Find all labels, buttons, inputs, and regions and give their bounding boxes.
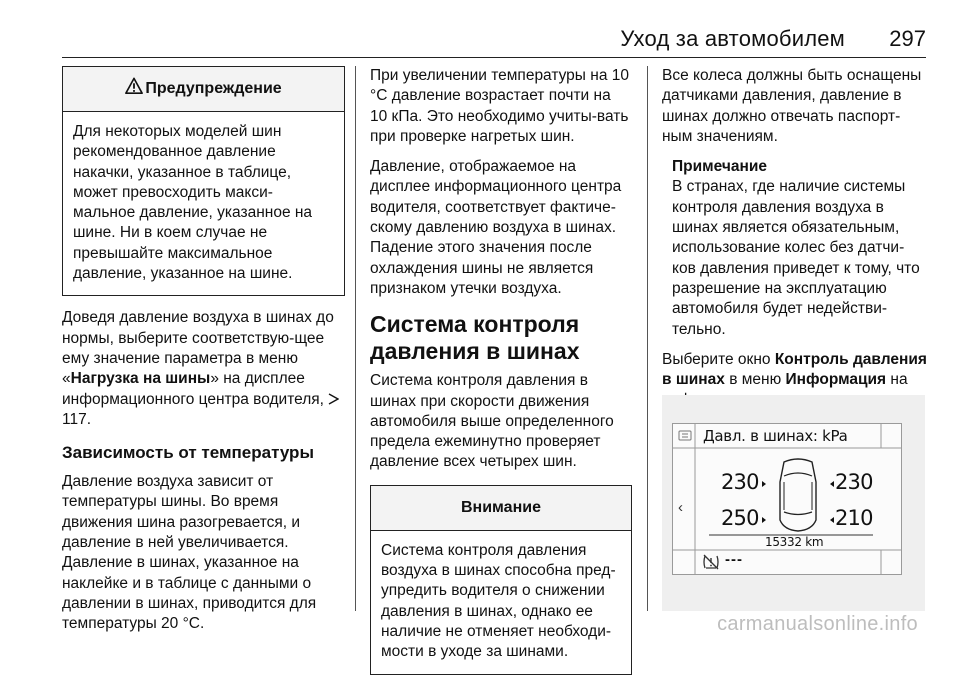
text-fragment: Доведя давление воздуха в шинах до нормы, выберите соответствую-щее ему значение параметра в меню « (62, 309, 334, 388)
display-pressure-paragraph: Давление, отображаемое на дисплее информационного центра водителя, соответствует фактиче-скому давлению воздуха в шинах. Падение этого значения после охлаждения шины не является признаком утечки воздуха. (370, 158, 622, 297)
odometer-readout: 15332 km (765, 535, 824, 549)
rear-left-pressure: 250 (721, 506, 759, 530)
column-2 (370, 66, 632, 675)
header-title: Уход за автомобилем (620, 26, 845, 51)
attention-body: Система контроля давления воздуха в шинах способна пред-упредить водителя о снижении давления в шинах, однако ее наличие не отменяет необходи-мости в уходе за шинами. (381, 541, 616, 661)
tpms-paragraph: Система контроля давления в шинах при скорости движения автомобиля выше определенного предела ежеминутно проверяет давление всех четырех шин. (370, 372, 614, 471)
tpms-status: --- (725, 551, 743, 568)
column-divider (355, 66, 356, 611)
front-left-pressure: 230 (721, 470, 759, 494)
text-fragment: Выберите окно (662, 350, 775, 368)
display-graphic (673, 424, 901, 574)
attention-header: Внимание (371, 486, 631, 531)
attention-box (370, 485, 632, 675)
temp-increase-paragraph: При увеличении температуры на 10 °С давление возрастает почти на 10 кПа. Это необходимо учиты-вать при проверке нагретых шин. (370, 67, 629, 145)
display-title: Давл. в шинах: kPa (703, 427, 848, 445)
tpms-heading: Система контроля давления в шинах (370, 311, 580, 365)
menu-icon[interactable] (675, 428, 697, 444)
column-1 (62, 66, 345, 635)
page-ref-icon (328, 393, 339, 405)
tpms-display-illustration (662, 395, 925, 611)
menu-name-tpms: Контроль давления в шинах (662, 350, 927, 389)
page-header (0, 24, 960, 60)
note-title: Примечание (672, 158, 767, 176)
column-3 (662, 66, 928, 431)
menu-name-load: Нагрузка на шины (70, 370, 211, 388)
text-fragment: в меню (724, 371, 786, 389)
load-paragraph (62, 308, 345, 430)
front-right-pressure: 230 (835, 470, 873, 494)
text-fragment: » на дисплее информационного центра водителя, (62, 370, 329, 408)
warning-header (63, 67, 344, 112)
tire-pressure-warning-icon (701, 553, 721, 571)
menu-name-info: Информация (785, 371, 887, 389)
back-chevron-icon[interactable]: ‹ (678, 499, 683, 516)
header-rule (62, 57, 926, 58)
temperature-heading: Зависимость от температуры (62, 443, 314, 463)
temperature-paragraph: Давление воздуха зависит от температуры шины. Во время движения шина разогревается, и давление в ней увеличивается. Давление в шинах, указанное на наклейке и в таблице с данными о давлении в шинах, приводится для температуры 20 °С. (62, 473, 317, 633)
note-text: В странах, где наличие системы контроля давления воздуха в шинах является обязательным, использование колес без датчи-ков давления приведет к тому, что разрешение на эксплуатацию автомобиля будет недействи-тельно. (672, 178, 920, 338)
page-number: 297 (889, 26, 926, 51)
note-block (672, 157, 928, 340)
warning-box (62, 66, 345, 296)
warning-title: Предупреждение (145, 80, 282, 97)
page-ref[interactable]: 117. (62, 410, 92, 428)
sensors-paragraph: Все колеса должны быть оснащены датчиками давления, давление в шинах должно отвечать паспорт-ным значениям. (662, 67, 922, 145)
car-outline-icon (780, 459, 816, 531)
text-fragment: на (890, 371, 908, 389)
rear-right-pressure: 210 (835, 506, 873, 530)
display-screen (672, 423, 902, 575)
warning-icon (125, 77, 143, 95)
column-divider (647, 66, 648, 611)
watermark: carmanualsonline.info (717, 613, 918, 635)
warning-body: Для некоторых моделей шин рекомендованное давление накачки, указанное в таблице, может превосходить макси-мальное давление, указанное на шине. Ни в коем случае не превышайте максимальное давление, указанное на шине. (73, 123, 313, 283)
